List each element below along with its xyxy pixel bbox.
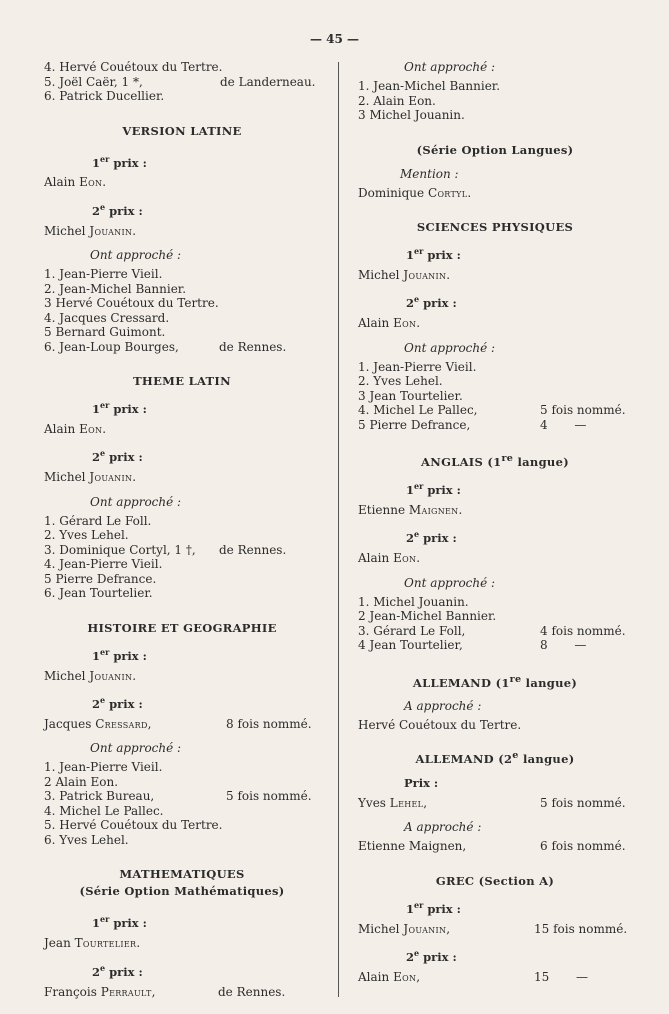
- list-item-name: 2 Jean-Michel Bannier.: [358, 609, 497, 624]
- list-item: [358, 389, 632, 404]
- approach-list: [358, 595, 632, 653]
- first-prize-winner: [358, 922, 632, 937]
- list-item-extra: de Rennes.: [219, 339, 287, 354]
- last-name: Eon.: [393, 551, 421, 566]
- section-title: MATHEMATIQUES: [119, 867, 245, 882]
- last-name: Eon,: [393, 969, 421, 984]
- list-item: [358, 609, 632, 624]
- first-name: Yves: [358, 795, 386, 810]
- second-prize-label: 2e prix :: [92, 448, 143, 465]
- list-item: [358, 94, 632, 109]
- top-list: [358, 79, 632, 123]
- approach-label: Ont approché :: [90, 494, 182, 509]
- first-name: Jacques: [44, 716, 92, 731]
- list-item: [44, 296, 320, 311]
- approach-list: [44, 514, 320, 601]
- section-title: SCIENCES PHYSIQUES: [416, 220, 574, 234]
- second-prize-winner: [44, 470, 320, 485]
- section-subtitle: (Série Option Mathématiques): [79, 884, 285, 899]
- list-item-extra: 4 —: [540, 417, 587, 432]
- list-item-name: 4. Hervé Couétoux du Tertre.: [44, 60, 223, 74]
- list-item-extra: 5 fois nommé.: [226, 789, 312, 804]
- prize-label: Prix :: [404, 775, 439, 790]
- prize-winner: [358, 796, 632, 811]
- first-prize-label: 1er prix :: [92, 646, 147, 663]
- section-title: HISTOIRE ET GEOGRAPHIE: [87, 620, 277, 635]
- left-column: [44, 60, 320, 999]
- first-name: Alain: [358, 551, 390, 566]
- second-prize-label: 2e prix :: [92, 962, 143, 979]
- first-prize-label: 1er prix :: [406, 899, 461, 916]
- first-name: François: [44, 984, 97, 999]
- approach-label: A approché :: [404, 699, 482, 714]
- last-name: Jouanin.: [89, 668, 137, 683]
- list-item: [44, 789, 320, 804]
- first-prize-label: 1er prix :: [92, 400, 147, 416]
- section-title: VERSION LATINE: [122, 123, 242, 138]
- section-title: ALLEMAND (1re langue): [412, 673, 578, 690]
- second-prize-label: 2e prix :: [406, 529, 457, 546]
- list-item: [358, 108, 632, 123]
- last-name: Perrault,: [100, 984, 156, 999]
- mention-count: 15 —: [534, 969, 588, 984]
- first-name: Dominique: [358, 185, 425, 200]
- approach-label: Ont approché :: [404, 340, 496, 355]
- list-item-name: 2. Yves Lehel.: [44, 528, 129, 543]
- top-list: [44, 60, 320, 104]
- list-item-name: 1. Jean-Pierre Vieil.: [44, 760, 163, 775]
- list-item: [44, 572, 320, 587]
- list-item: [44, 267, 320, 282]
- last-name: Tourtelier.: [74, 936, 141, 951]
- list-item: [358, 638, 632, 653]
- list-item-extra: de Landerneau.: [220, 74, 316, 89]
- approach-label: Ont approché :: [404, 60, 496, 74]
- list-item: [44, 311, 320, 326]
- section-title: GREC (Section A): [435, 873, 555, 888]
- list-item-name: 2. Jean-Michel Bannier.: [44, 281, 187, 296]
- last-name: Eon.: [79, 421, 107, 436]
- list-item-name: 5. Hervé Couétoux du Tertre.: [44, 818, 223, 833]
- right-column: [358, 60, 632, 984]
- first-prize-winner: [44, 422, 320, 437]
- list-item: [44, 514, 320, 529]
- first-name: Michel: [358, 267, 400, 282]
- column-divider: [338, 62, 339, 997]
- list-item: [44, 528, 320, 543]
- mention-count: 6 fois nommé.: [540, 839, 626, 854]
- list-item: [44, 340, 320, 355]
- list-item: [358, 624, 632, 639]
- last-name: Jouanin.: [403, 267, 451, 282]
- list-item-extra: 4 fois nommé.: [540, 623, 626, 638]
- list-item-name: 3 Michel Jouanin.: [358, 108, 465, 122]
- first-name: Etienne: [358, 502, 406, 517]
- list-item-name: 1. Jean-Pierre Vieil.: [358, 359, 477, 374]
- origin-town: de Rennes.: [218, 984, 286, 999]
- first-name: Alain: [44, 175, 76, 190]
- first-prize-winner: [358, 503, 632, 518]
- list-item-name: 3 Hervé Couétoux du Tertre.: [44, 296, 219, 311]
- first-name: Jean: [44, 936, 71, 951]
- list-item: [358, 595, 632, 610]
- list-item: [44, 557, 320, 572]
- first-name: Alain: [358, 969, 390, 984]
- first-prize-label: 1er prix :: [92, 914, 147, 931]
- list-item: [44, 543, 320, 558]
- approach-list: [358, 360, 632, 433]
- second-prize-winner: [44, 717, 320, 732]
- last-name: Cortyl.: [427, 185, 472, 200]
- last-name: Jouanin.: [89, 223, 137, 238]
- approach-label: A approché :: [404, 820, 482, 835]
- list-item-name: 5 Pierre Defrance,: [358, 417, 471, 432]
- list-item: [44, 818, 320, 833]
- list-item: [44, 282, 320, 297]
- list-item: [44, 89, 320, 104]
- list-item-extra: de Rennes.: [219, 542, 287, 557]
- list-item: [358, 403, 632, 418]
- second-prize-label: 2e prix :: [92, 201, 143, 218]
- list-item-extra: 5 fois nommé.: [540, 403, 626, 418]
- section-title: ANGLAIS (1re langue): [421, 453, 569, 469]
- winner-name: Etienne Maignen,: [358, 839, 467, 854]
- mention-count: 5 fois nommé.: [540, 795, 626, 810]
- list-item-name: 1. Jean-Pierre Vieil.: [44, 267, 163, 282]
- second-prize-winner: [358, 970, 632, 985]
- list-item-extra: 8 —: [540, 638, 587, 653]
- second-prize-label: 2e prix :: [92, 695, 143, 711]
- first-name: Michel: [358, 921, 400, 936]
- second-prize-winner: [358, 316, 632, 331]
- last-name: Lehel,: [389, 795, 428, 810]
- list-item-name: 2. Alain Eon.: [358, 93, 436, 108]
- list-item: [358, 360, 632, 375]
- first-prize-winner: [358, 268, 632, 283]
- list-item: [44, 325, 320, 340]
- list-item-name: 3. Dominique Cortyl, 1 †,: [44, 542, 196, 557]
- list-item-name: 5. Joël Caër, 1 *,: [44, 74, 143, 89]
- list-item: [44, 586, 320, 601]
- list-item-name: 5 Bernard Guimont.: [44, 325, 166, 340]
- last-name: Eon.: [393, 316, 421, 331]
- mention-winner: [358, 186, 632, 201]
- last-name: Jouanin,: [403, 921, 451, 936]
- first-name: Michel: [44, 668, 86, 683]
- approach-winner: [358, 839, 632, 854]
- list-item-name: 1. Gérard Le Foll.: [44, 513, 152, 528]
- list-item-name: 4. Jean-Pierre Vieil.: [44, 557, 163, 572]
- first-prize-winner: [44, 175, 320, 190]
- first-prize-label: 1er prix :: [406, 480, 461, 497]
- second-prize-winner: [44, 985, 320, 1000]
- list-item: [358, 79, 632, 94]
- second-prize-winner: [44, 224, 320, 239]
- first-name: Alain: [44, 421, 76, 436]
- list-item: [44, 775, 320, 790]
- list-item-name: 2 Alain Eon.: [44, 774, 119, 789]
- list-item-name: 3. Patrick Bureau,: [44, 789, 155, 804]
- page-number: — 45 —: [309, 32, 360, 46]
- list-item: [44, 804, 320, 819]
- first-name: Alain: [358, 316, 390, 331]
- list-item-name: 4. Michel Le Pallec.: [44, 803, 164, 818]
- first-prize-label: 1er prix :: [406, 246, 461, 262]
- second-prize-winner: [358, 551, 632, 566]
- list-item: [358, 374, 632, 389]
- first-name: Michel: [44, 223, 86, 238]
- list-item-name: 2. Yves Lehel.: [358, 374, 443, 389]
- approach-label: Ont approché :: [404, 575, 496, 590]
- mention-label: Mention :: [400, 166, 459, 181]
- list-item: [44, 75, 320, 90]
- last-name: Maignen.: [408, 502, 463, 517]
- list-item-name: 1. Jean-Michel Bannier.: [358, 79, 501, 93]
- approach-list: [44, 760, 320, 847]
- list-item-name: 4 Jean Tourtelier,: [358, 638, 463, 653]
- approach-label: Ont approché :: [90, 741, 182, 756]
- second-prize-label: 2e prix :: [406, 294, 457, 311]
- first-prize-label: 1er prix :: [92, 153, 147, 170]
- approach-list: [44, 267, 320, 354]
- list-item-name: 6. Jean Tourtelier.: [44, 586, 153, 601]
- section-title: (Série Option Langues): [416, 142, 574, 157]
- section-title: ALLEMAND (2e langue): [415, 749, 575, 766]
- approach-winner: Hervé Couétoux du Tertre.: [358, 718, 522, 733]
- list-item: [44, 760, 320, 775]
- list-item-name: 3. Gérard Le Foll,: [358, 623, 466, 638]
- list-item-name: 4. Jacques Cressard.: [44, 310, 170, 325]
- first-prize-winner: [44, 936, 320, 951]
- first-name: Michel: [44, 470, 86, 485]
- list-item-name: 6. Patrick Ducellier.: [44, 89, 165, 103]
- section-title: THEME LATIN: [133, 374, 231, 389]
- list-item-name: 4. Michel Le Pallec,: [358, 403, 478, 418]
- last-name: Eon.: [79, 175, 107, 190]
- list-item-name: 1. Michel Jouanin.: [358, 594, 469, 609]
- last-name: Jouanin.: [89, 470, 137, 485]
- second-prize-label: 2e prix :: [406, 948, 457, 964]
- list-item-name: 6. Jean-Loup Bourges,: [44, 339, 179, 354]
- list-item-name: 5 Pierre Defrance.: [44, 571, 157, 586]
- list-item: [44, 833, 320, 848]
- list-item: [358, 418, 632, 433]
- list-item: [44, 60, 320, 75]
- list-item-name: 3 Jean Tourtelier.: [358, 388, 463, 403]
- first-prize-winner: [44, 669, 320, 684]
- mention-count: 15 fois nommé.: [534, 921, 628, 936]
- mention-count: 8 fois nommé.: [226, 716, 312, 731]
- last-name: Cressard,: [95, 716, 152, 731]
- list-item-name: 6. Yves Lehel.: [44, 832, 129, 847]
- approach-label: Ont approché :: [90, 248, 182, 263]
